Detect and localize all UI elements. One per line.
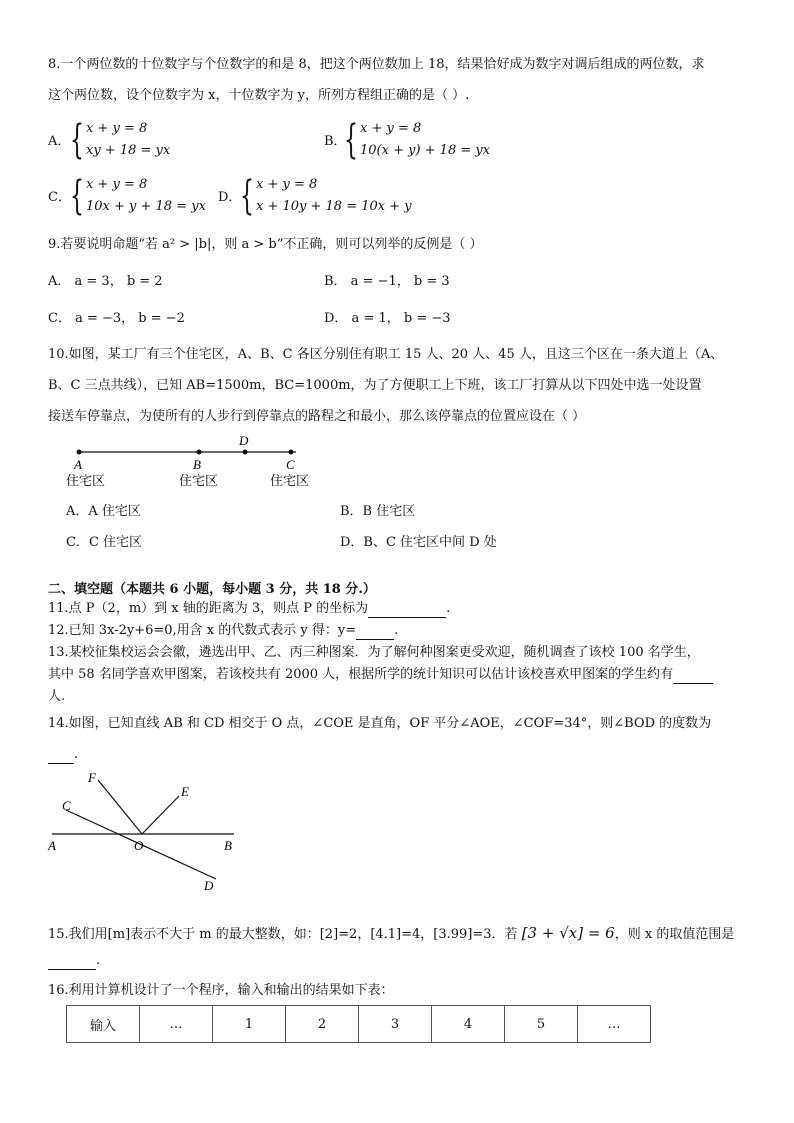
table-row bbox=[67, 1006, 651, 1043]
zone-b: 住宅区 bbox=[179, 473, 219, 488]
q8-c-label: C． bbox=[48, 190, 71, 205]
table-cell: … bbox=[578, 1006, 651, 1043]
q9-option-b: B． a = −1， b = 3 bbox=[324, 274, 450, 289]
ray-oe bbox=[142, 796, 179, 834]
q11: 11.点 P（2，m）到 x 轴的距离为 3，则点 P 的坐标为 . bbox=[48, 601, 451, 616]
q12: 12.已知 3x-2y+6=0,用含 x 的代数式表示 y 得：y= . bbox=[48, 623, 399, 638]
label-c: C bbox=[286, 457, 295, 472]
label-b: B bbox=[193, 457, 201, 472]
q10-figure bbox=[60, 430, 340, 492]
q10-line3: 接送车停靠点，为使所有的人步行到停靠点的路程之和最小，那么该停靠点的位置应设在（ ） bbox=[48, 409, 586, 424]
q8-c-system: { x + y = 8 10x + y + 18 = yx bbox=[70, 173, 206, 219]
q8-line1: 8.一个两位数的十位数字与个位数字的和是 8，把这个两位数加上 18，结果恰好成为数字对调后组成的两位数，求 bbox=[48, 57, 705, 72]
q10-option-a: A．A 住宅区 bbox=[66, 504, 141, 519]
q10-option-b: B．B 住宅区 bbox=[340, 504, 416, 519]
q10-option-d: D．B、C 住宅区中间 D 处 bbox=[340, 535, 497, 550]
point-a bbox=[77, 450, 82, 455]
q16-text: 16.利用计算机设计了一个程序，输入和输出的结果如下表： bbox=[48, 983, 394, 998]
q8-line2: 这个两位数，设个位数字为 x，十位数字为 y，所列方程组正确的是（ ）. bbox=[48, 88, 470, 103]
table-cell: 3 bbox=[359, 1006, 432, 1043]
q10-line2: B、C 三点共线），已知 AB=1500m，BC=1000m，为了方便职工上下班，该工厂打算从以下四处中选一处设置 bbox=[48, 378, 702, 393]
label-a: A bbox=[48, 838, 56, 853]
label-e: E bbox=[181, 784, 189, 799]
q8-a-label: A． bbox=[48, 134, 71, 149]
zone-a: 住宅区 bbox=[66, 473, 106, 488]
q10-line1: 10.如图，某工厂有三个住宅区，A、B、C 各区分别住有职工 15 人、20 人、45 人，且这三个区在一条大道上（A、 bbox=[48, 347, 724, 362]
q13-line2: 其中 58 名同学喜欢甲图案，若该校共有 2000 人，根据所学的统计知识可以估计该校喜欢甲图案的学生约有 bbox=[48, 666, 713, 684]
label-c: C bbox=[62, 798, 71, 813]
table-cell: 1 bbox=[213, 1006, 286, 1043]
label-d: D bbox=[239, 433, 249, 448]
zone-c: 住宅区 bbox=[270, 473, 310, 488]
q14-line1: 14.如图，已知直线 AB 和 CD 相交于 O 点，∠COE 是直角，OF 平分∠AOE，∠COF=34°，则∠BOD 的度数为 bbox=[48, 716, 712, 731]
label-a: A bbox=[74, 457, 82, 472]
q9-stem: 9.若要说明命题“若 a² > |b|，则 a > b”不正确，则可以列举的反例是（ ） bbox=[48, 237, 483, 252]
label-f: F bbox=[88, 770, 96, 785]
label-b: B bbox=[224, 838, 232, 853]
label-o: O bbox=[134, 838, 144, 853]
table-cell: 4 bbox=[432, 1006, 505, 1043]
q9-option-c: C． a = −3， b = −2 bbox=[48, 311, 185, 326]
table-cell: 5 bbox=[505, 1006, 578, 1043]
table-cell: 输入 bbox=[67, 1006, 140, 1043]
q8-a-system: { x + y = 8 xy + 18 = yx bbox=[70, 117, 171, 163]
point-b bbox=[197, 450, 202, 455]
q9-option-d: D． a = 1， b = −3 bbox=[324, 311, 451, 326]
q14-line2: . bbox=[48, 746, 78, 764]
point-d bbox=[243, 450, 248, 455]
q15-line2: . bbox=[48, 952, 100, 970]
q14-figure bbox=[44, 766, 244, 896]
section-fill-blank-title: 二、填空题（本题共 6 小题，每小题 3 分，共 18 分.） bbox=[48, 582, 376, 597]
ray-of bbox=[98, 780, 142, 834]
q13-line3: 人. bbox=[48, 689, 66, 704]
q13-line1: 13.某校征集校运会会徽，遴选出甲、乙、丙三种图案．为了解何种图案更受欢迎，随机调查了该校 100 名学生， bbox=[48, 645, 700, 660]
q8-d-label: D． bbox=[218, 190, 242, 205]
table-cell: … bbox=[140, 1006, 213, 1043]
q8-d-system: { x + y = 8 x + 10y + 18 = 10x + y bbox=[240, 173, 412, 219]
point-c bbox=[289, 450, 294, 455]
q8-b-label: B． bbox=[324, 134, 347, 149]
q16-table bbox=[66, 1005, 651, 1043]
q10-option-c: C．C 住宅区 bbox=[66, 535, 143, 550]
table-cell: 2 bbox=[286, 1006, 359, 1043]
q9-option-a: A． a = 3， b = 2 bbox=[48, 274, 163, 289]
q15-line1: 15.我们用[m]表示不大于 m 的最大整数，如：[2]=2，[4.1]=4，[3.99]=3．若 [3 + √x] = 6，则 x 的取值范围是 bbox=[48, 924, 735, 942]
label-d: D bbox=[204, 878, 214, 893]
q8-b-system: { x + y = 8 10(x + y) + 18 = yx bbox=[344, 117, 491, 163]
